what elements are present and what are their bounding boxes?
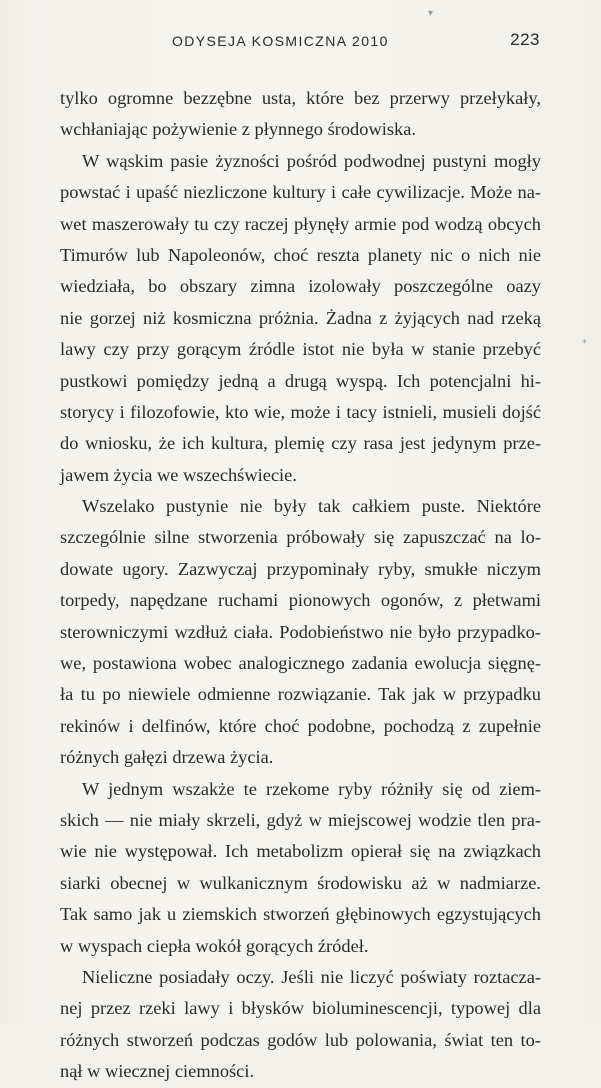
text-line: dowate ugory. Zazwyczaj przypominały ryby, smukłe niczym (60, 558, 541, 579)
running-head-title: ODYSEJA KOSMICZNA 2010 (172, 33, 389, 49)
text-line: Wszelako pustynie nie były tak całkiem puste. Niektóre (82, 496, 541, 517)
text-line: różnych stworzeń podczas godów lub polowania, świat ten to- (60, 1029, 541, 1050)
text-line: skich — nie miały skrzeli, gdyż w miejscowej wodzie tlen pra- (60, 809, 541, 830)
text-line: wiedziała, bo obszary zimna izolowały poszczególne oazy (60, 276, 541, 297)
paragraph (60, 962, 541, 1088)
text-line: torpedy, napędzane ruchami pionowych ogonów, z płetwami (60, 590, 541, 611)
text-line: nął w wiecznej ciemności. (60, 1061, 255, 1082)
text-line: rekinów i delfinów, które choć podobne, pochodzą z zupełnie (60, 715, 541, 736)
text-line: sterowniczymi wzdłuż ciała. Podobieństwo nie było przypadko- (60, 621, 541, 642)
text-line: w wyspach ciepła wokół gorących źródeł. (60, 935, 369, 956)
text-line: Tak samo jak u ziemskich stworzeń głębinowych egzystujących (60, 904, 541, 925)
text-line: nej przez rzeki lawy i błysków bioluminescencji, typowej dla (60, 998, 541, 1019)
text-line: wie nie występował. Ich metabolizm opierał się na związkach (60, 841, 541, 862)
text-line: do wniosku, że ich kultura, plemię czy rasa jest jedynym prze- (60, 433, 541, 454)
text-line: nie gorzej niż kosmiczna próżnia. Żadna z żyjących nad rzeką (60, 307, 541, 328)
body-text (60, 83, 541, 1088)
text-line: jawem życia we wszechświecie. (60, 464, 297, 485)
paragraph (60, 491, 541, 774)
paragraph (60, 774, 541, 962)
print-speck: * (582, 338, 587, 349)
text-line: W jednym wszakże te rzekome ryby różniły się od ziem- (82, 778, 541, 799)
text-line: Timurów lub Napoleonów, choć reszta planety nic o nich nie (60, 244, 541, 265)
paragraph (60, 83, 541, 146)
text-line: pustkowi pomiędzy jedną a drugą wyspą. Ich potencjalni hi- (60, 370, 541, 391)
text-line: wchłaniając pożywienie z płynnego środowiska. (60, 119, 416, 140)
text-line: tylko ogromne bezzębne usta, które bez przerwy przełykały, (60, 88, 541, 108)
page-number: 223 (510, 30, 540, 49)
print-speck: ▾ (428, 8, 434, 19)
running-head (60, 30, 540, 54)
paragraph (60, 146, 541, 491)
text-line: wet maszerowały tu czy raczej płynęły armie pod wodzą obcych (60, 213, 541, 234)
text-line: siarki obecnej w wulkanicznym środowisku aż w nadmiarze. (60, 872, 541, 893)
text-line: ła tu po niewiele odmienne rozwiązanie. Tak jak w przypadku (60, 684, 541, 705)
text-line: lawy czy przy gorącym źródle istot nie była w stanie przebyć (60, 339, 541, 360)
text-line: W wąskim pasie żyzności pośród podwodnej pustyni mogły (82, 150, 541, 171)
text-line: różnych gałęzi drzewa życia. (60, 747, 274, 768)
text-line: we, postawiona wobec analogicznego zadania ewolucja sięgnę- (60, 653, 541, 674)
text-line: storycy i filozofowie, kto wie, może i tacy istnieli, musieli dojść (60, 401, 541, 422)
text-line: szczególnie silne stworzenia próbowały się zapuszczać na lo- (60, 527, 541, 548)
text-line: Nieliczne posiadały oczy. Jeśli nie liczyć poświaty roztacza- (82, 966, 541, 987)
text-line: powstać i upaść niezliczone kultury i całe cywilizacje. Może na- (60, 182, 541, 203)
